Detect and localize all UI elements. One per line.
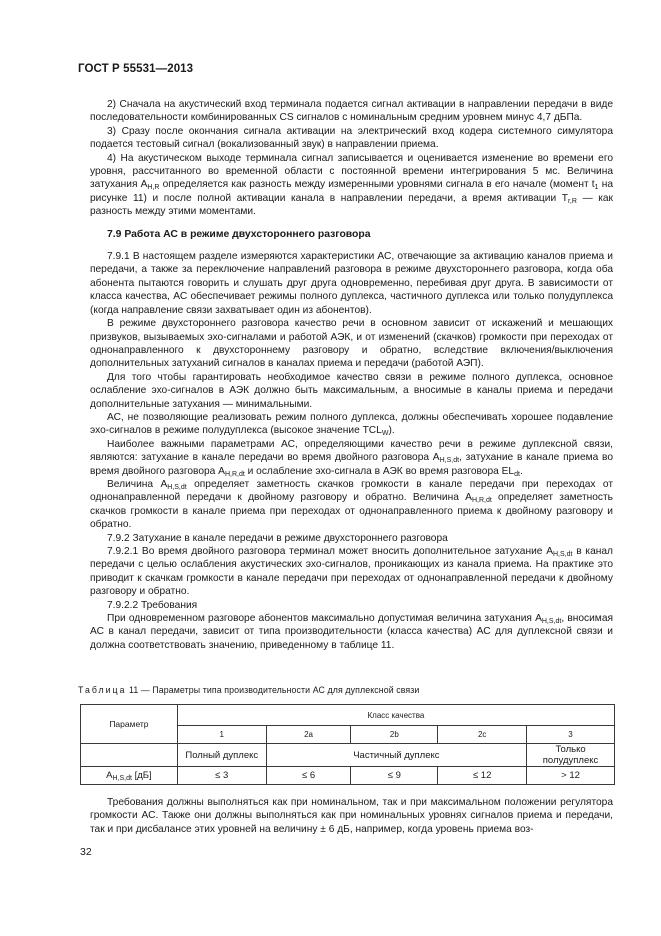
paragraph-step-4 [90,152,613,219]
bottom-text [90,796,613,836]
table-caption [78,685,419,695]
text-run: При одновременном разговоре абонентов максимально допустимая величина затухания A [107,613,542,625]
text-run: АС, не позволяющие реализовать режим полного дуплекса, должны обеспечивать хорошее подавление эхо-сигналов в режиме полудуплекса (высокое значение TCL [90,411,613,437]
text-run: — как разность между этими моментами. [90,192,614,218]
paragraph-step-3: 3) Сразу после окончания сигнала активации на электрический вход кодера системного симулятора подается тестовый сигнал (вокализованный звук) в направлении приема. [90,125,613,151]
text-run: 7.9.2.1 Во время двойного разговора терминал может вносить дополнительное затухание A [107,546,553,557]
paragraph-7-9-2-1 [90,545,613,599]
text-run: Наиболее важными параметрами АС, определяющими качество речи в режиме дуплексной связи, являются: затухание в канале передачи во время двойного разговора A [90,438,613,464]
class-header-cell: Класс качества [177,705,614,726]
subscript: 1 [594,184,599,192]
text-run: , затухание в канале приема во время двойного разговора A [90,452,613,477]
subscript: H,R,dt [224,470,245,478]
mode-full-duplex-cell: Полный дуплекс [177,744,266,767]
row-label-subscript: H,S,dt [112,775,132,782]
section-title: 7.9 Работа АС в режиме двухстороннего разговора [107,228,371,240]
row-label-unit: [дБ] [131,770,152,781]
table-value-row [81,767,615,785]
param-header-cell: Параметр [81,705,178,744]
class-cell: 1 [177,726,266,744]
subscript: dt [514,470,520,478]
row-label-cell [81,767,178,785]
class-cell: 2c [438,726,527,744]
text-run: определяется как разность между измеренными уровнями сигнала в его начале (момент t [159,179,595,191]
document-standard-header: ГОСТ Р 55531—2013 [78,63,194,75]
text-run: в канал передачи с целью ослабления акустических эхо-сигналов, проникающих из канала приема. На практике это приводит к скачкам громкости в канале передачи при переходах от однонаправленной передачи к двойному разговору и обратно. [90,546,613,598]
subsection-7-9-2-2: 7.9.2.2 Требования [107,599,198,611]
text-run: , вносимая АС в канал передачи, зависит от типа производительности (класса качества) АС для дуплексной связи и должна соответствовать значению, приведенному в таблице 11. [90,613,613,651]
subscript: H,S,dt [167,483,187,491]
row-label-symbol: A [106,770,113,781]
paragraph-requirements-conditions: Требования должны выполняться как при номинальном, так и при максимальном положении регулятора громкости АС. Также они должны выполняться как при номинальных уровнях сигналов приема и передачи, так и при дисбалансе этих уровней на величину ± 6 дБ, например, когда уровень приема воз- [90,797,613,835]
page-number: 32 [80,846,92,858]
text-run: ). [388,425,395,437]
text-run: определяет заметность скачков громкости в канале передачи при переходах от однонаправленной передачи к двойному разговору и обратно. Величина A [90,478,613,504]
subscript: H,R,dt [471,497,492,505]
text-run: Величина A [107,478,168,490]
table-mode-row [81,744,615,767]
paragraph-full-duplex: Для того чтобы гарантировать необходимое качество связи в режиме полного дуплекса, основное ослабление эхо-сигналов в АЭК должно быть максимальным, а вносимые в каналы приема и передачи дополнительные затухания — минимальными. [90,371,613,410]
subscript: H,R [147,184,160,192]
value-cell: ≤ 12 [438,767,527,785]
value-cell: > 12 [527,767,615,785]
paragraph-volume-jumps [90,478,613,532]
paragraph-double-talk-quality: В режиме двухстороннего разговора качество речи в основном зависит от искажений и мешающих призвуков, вызываемых эхо-сигналами и работой АЭК, и от изменений (скачков) громкости при переходах от однонаправленного к двухстороннему разговору и обратно, вследствие включения/выключения дополнительных затуханий сигналов в каналах приема и передачи (работой АЭП). [90,318,613,370]
value-cell: ≤ 3 [177,767,266,785]
paragraph-key-parameters [90,438,613,478]
paragraph-step-2: 2) Сначала на акустический вход терминала подается сигнал активации в направлении передачи в виде последовательности комбинированных CS сигналов с номинальным средним уровнем минус 4,7 дБПа. [90,99,613,124]
mode-partial-duplex-cell: Частичный дуплекс [266,744,526,767]
empty-cell [81,744,178,767]
subscript: W [381,430,389,438]
paragraph-7-9-1: 7.9.1 В настоящем разделе измеряются характеристики АС, отвечающие за активацию каналов приема и передачи, а также за переключение направлений разговора в режиме двухстороннего разговора, когда оба абонента пытаются говорить и слушать друг друга одновременно, перебивая друг друга. В зависимости от класса качества, АС обеспечивает режимы полного дуплекса, частичного дуплекса или только полудуплекса (когда направление связи захватывает один из абонентов). [90,251,613,316]
subscript: H,S,dt [439,457,460,465]
text-run: на рисунке 11) и после полной активации канала в направлении передачи, а время активации T [90,179,613,204]
subscript: r,R [567,197,577,205]
value-cell: ≤ 6 [266,767,351,785]
subscript: H,S,dt [553,551,573,558]
table-caption-word: Таблица [78,685,127,695]
text-run: и ослабление эхо-сигнала в АЭК во время разговора EL [244,465,515,477]
mode-half-duplex-cell: Только полудуплекс [527,744,615,767]
performance-table [80,704,615,785]
paragraph-requirements [90,612,613,652]
body-text [90,98,613,652]
subsection-7-9-2: 7.9.2 Затухание в канале передачи в режиме двухстороннего разговора [107,532,448,544]
class-cell: 3 [527,726,615,744]
text-run: определяет заметность скачков громкости в канале приема при переходах от однонаправленного приема к двойному разговору и обратно. [90,492,613,531]
paragraph-half-duplex [90,411,613,438]
table-header-row [81,705,615,726]
value-cell: ≤ 9 [351,767,438,785]
text-run: . [519,465,523,477]
text-run: 4) На акустическом выходе терминала сигнал записывается и оценивается изменение во времени его уровня, рассчитанного во временной области с постоянной времени интегрирования 5 мс. Величина затухания A [90,152,613,191]
table-caption-text: 11 — Параметры типа производительности АС для дуплексной связи [126,685,420,695]
class-cell: 2a [266,726,351,744]
subscript: H,S,dt [541,618,562,626]
class-cell: 2b [351,726,438,744]
